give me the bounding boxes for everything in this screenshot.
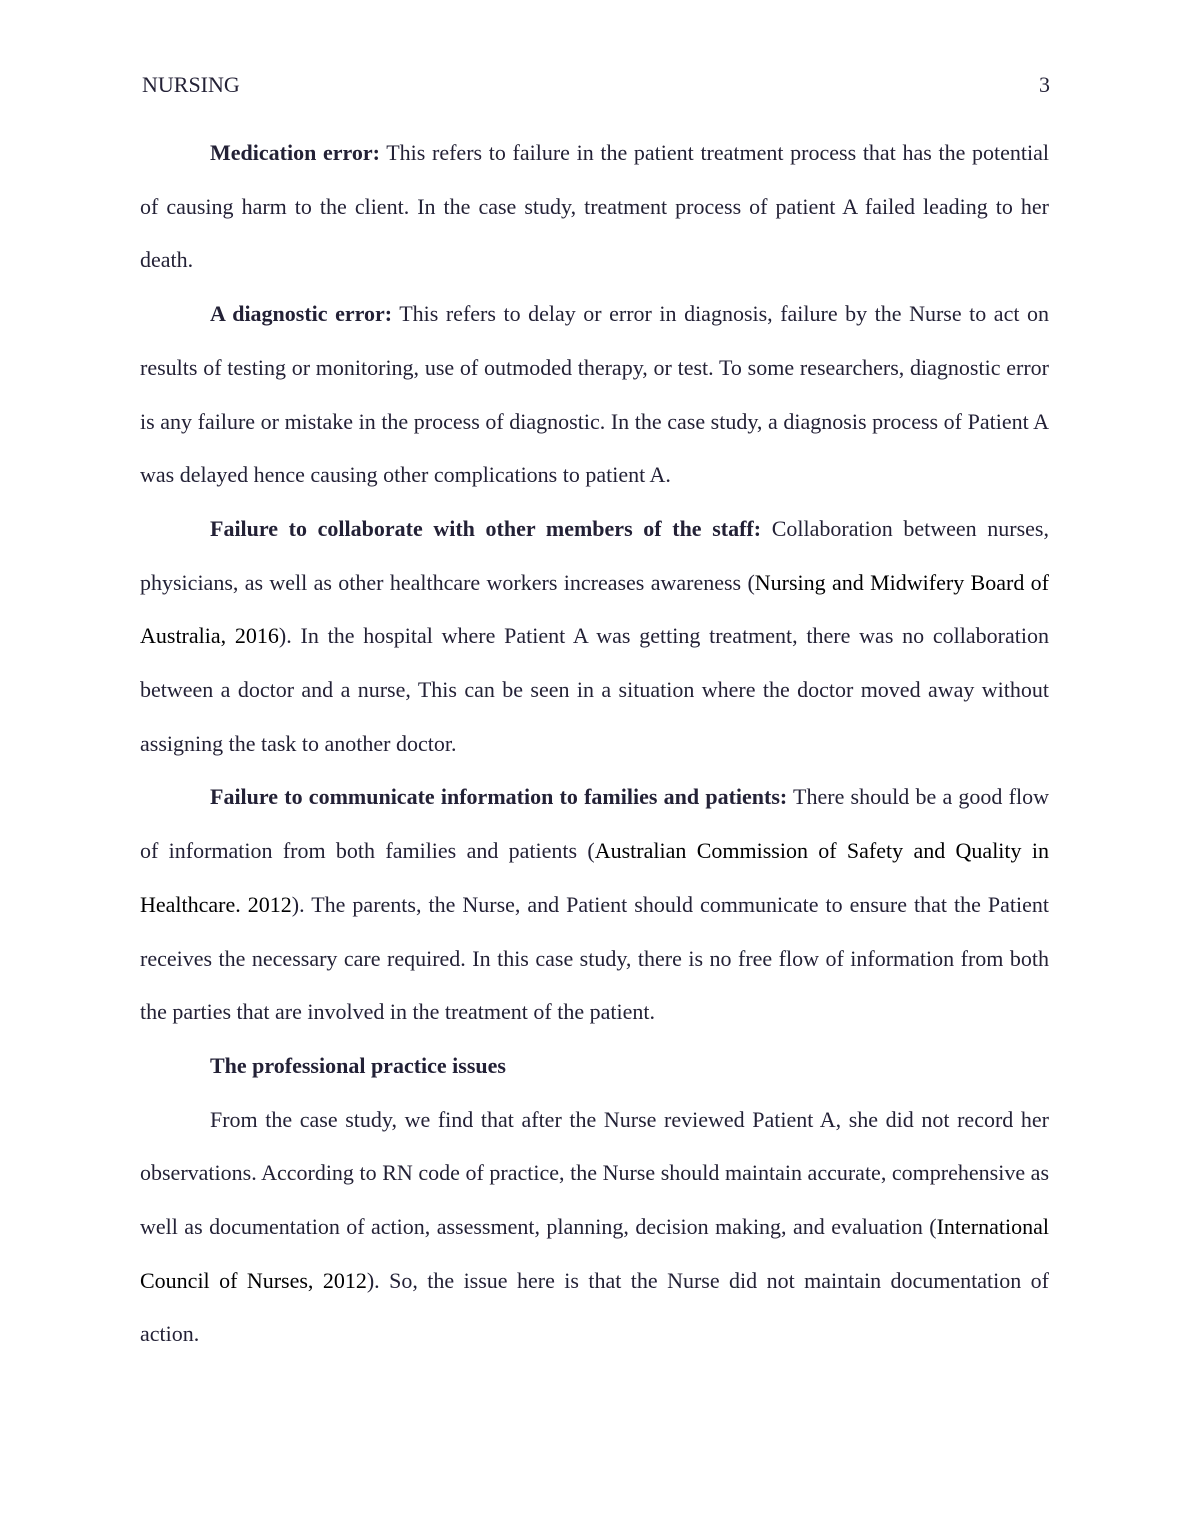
section-heading-text: The professional practice issues [210,1052,506,1078]
paragraph-text: There should be a good flow of information from both families and patients ( [140,784,1049,864]
section-heading [140,1039,1049,1093]
paragraph-text: ). The parents, the Nurse, and Patient should communicate to ensure that the Patient receives the necessary care required. In this case study, there is no free flow of information from both the parties that are involved in the treatment of the patient. [140,891,1050,1025]
term-medication-error: Medication error: [210,140,380,165]
paragraph-professional-practice [140,1093,1049,1362]
paragraph-text: ). So, the issue here is that the Nurse did not maintain documentation of action. [140,1267,1049,1347]
document-body [140,126,1049,1361]
paragraph-failure-to-collaborate [140,502,1049,771]
paragraph-text: Collaboration between nurses, physicians, as well as other healthcare workers increases awareness ( [140,515,1049,595]
paragraph-failure-to-communicate [140,770,1049,1039]
running-header [142,70,1050,100]
running-title: NURSING [142,72,240,97]
citation: International Council of Nurses, 2012 [140,1214,1049,1293]
citation: Nursing and Midwifery Board of Australia, 2016 [140,569,1049,649]
paragraph-text: This refers to failure in the patient treatment process that has the potential of causing harm to the client. In the case study, treatment process of patient A failed leading to her death. [140,140,1049,273]
paragraph-medication-error [140,126,1049,287]
term-failure-to-communicate: Failure to communicate information to families and patients: [210,784,788,810]
term-diagnostic-error: A diagnostic error: [210,301,393,327]
citation: Australian Commission of Safety and Quality in Healthcare. 2012 [140,838,1049,917]
paragraph-text: ). In the hospital where Patient A was getting treatment, there was no collaboration between a doctor and a nurse, This can be seen in a situation where the doctor moved away without assigning the task to another doctor. [140,623,1049,756]
term-failure-to-collaborate: Failure to collaborate with other members of the staff: [210,515,762,541]
paragraph-text: This refers to delay or error in diagnosis, failure by the Nurse to act on results of testing or monitoring, use of outmoded therapy, or test. To some researchers, diagnostic error is any failure or mistake in the process of diagnostic. In the case study, a diagnosis process of Patient A was delayed hence causing other complications to patient A. [140,301,1049,488]
paragraph-diagnostic-error [140,287,1049,502]
page-number: 3 [1039,72,1050,97]
paragraph-text: From the case study, we find that after the Nurse reviewed Patient A, she did not record her observations. According to RN code of practice, the Nurse should maintain accurate, comprehensive as well as documentation of action, assessment, planning, decision making, and evaluation ( [140,1106,1049,1240]
